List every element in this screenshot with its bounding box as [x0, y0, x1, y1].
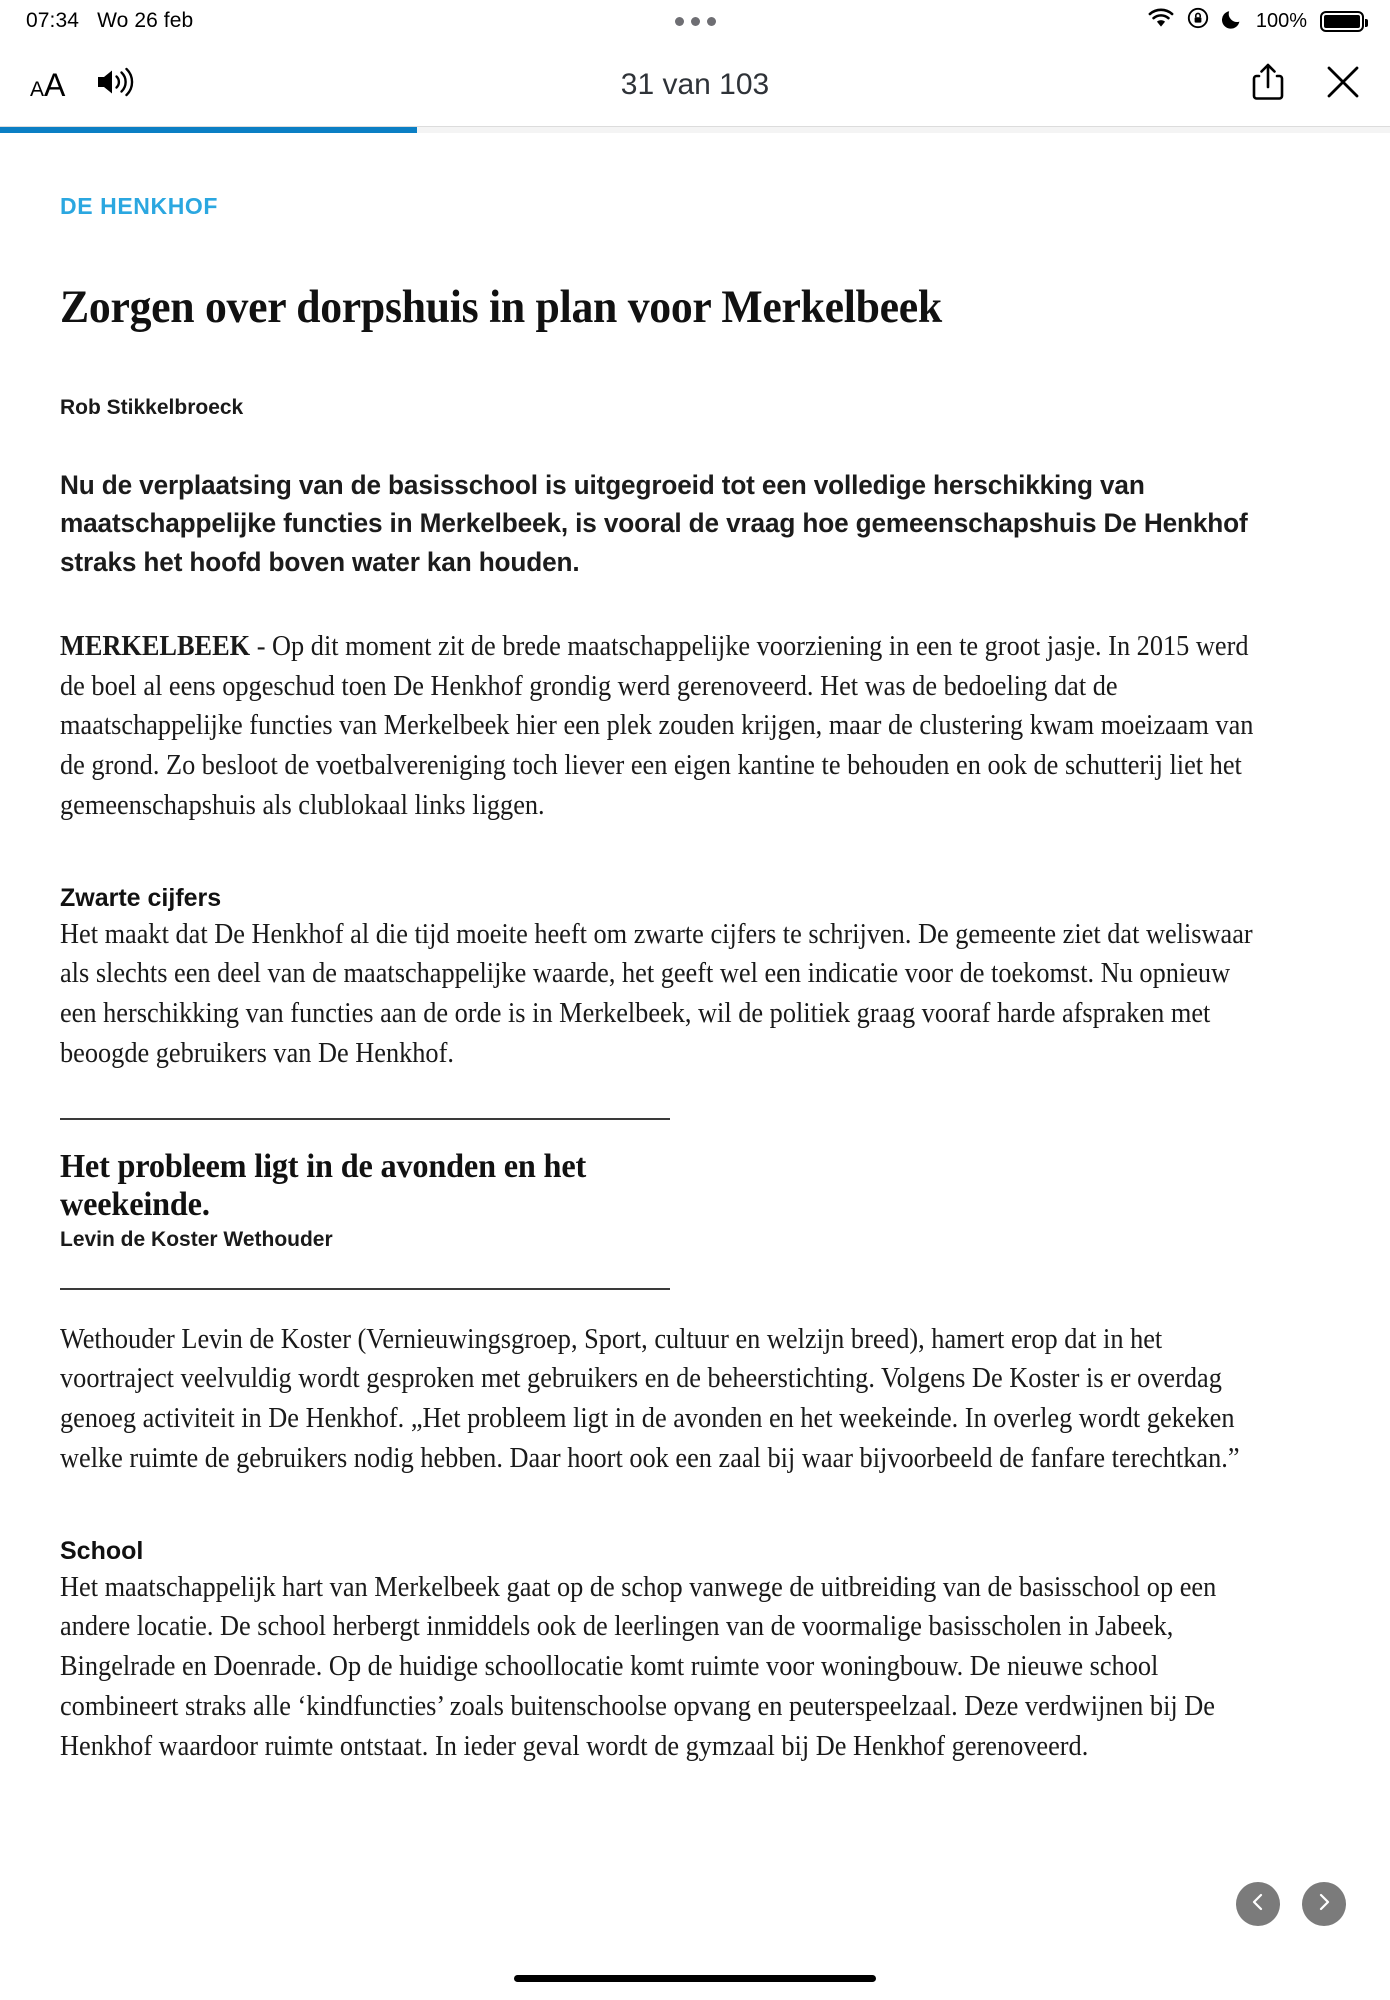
article-body — [0, 133, 1390, 1798]
status-bar — [0, 0, 1390, 42]
pull-quote — [60, 1118, 670, 1290]
page-indicator: 31 van 103 — [620, 67, 770, 101]
chevron-right-icon — [1314, 1892, 1334, 1917]
pull-quote-text: Het probleem ligt in de avonden en het weekeinde. — [60, 1147, 587, 1223]
status-time: 07:34 — [26, 9, 80, 32]
article-intro: Nu de verplaatsing van de basisschool is uitgegroeid tot een volledige herschikking van maatschappelijke functies in Merkelbeek, is vooral de vraag hoe gemeenschapshuis De Henkhof straks het hoofd boven water kan houden. — [60, 470, 1248, 577]
text-size-large-a: A — [44, 66, 66, 103]
do-not-disturb-moon-icon — [1222, 8, 1243, 35]
status-bar-right — [1148, 7, 1364, 35]
toolbar-left-group — [30, 66, 137, 103]
page-navigation — [1236, 1882, 1346, 1926]
next-page-button[interactable] — [1302, 1882, 1346, 1926]
text-size-small-a: A — [30, 77, 45, 101]
close-icon[interactable] — [1326, 65, 1360, 104]
section-spacer-2 — [60, 1511, 1330, 1537]
previous-page-button[interactable] — [1236, 1882, 1280, 1926]
toolbar-right-group — [1252, 63, 1360, 106]
article-kicker: DE HENKHOF — [60, 193, 219, 219]
paragraph-wethouder: Wethouder Levin de Koster (Vernieuwingsgroep, Sport, cultuur en welzijn breed), hamert erop dat in het voortraject veelvuldig wordt gesproken met gebruikers en de beheerstichting. Volgens De Koster is er overdag genoeg activiteit in De Henkhof. „Het probleem ligt in de avonden en het weekeinde. In overleg wordt gekeken welke ruimte de gebruikers nodig hebben. Daar hoort ook een zaal bij waar bijvoorbeeld de fanfare terechtkan.” — [60, 1323, 1240, 1474]
status-bar-left — [26, 9, 193, 33]
subhead-zwarte-cijfers: Zwarte cijfers — [60, 883, 222, 912]
speaker-icon[interactable] — [95, 66, 137, 103]
status-date: Wo 26 feb — [97, 9, 194, 32]
text-size-button[interactable] — [30, 66, 66, 103]
reader-toolbar — [0, 42, 1390, 127]
battery-percent-label: 100% — [1255, 9, 1307, 32]
section-spacer — [60, 858, 1330, 884]
article-lead-paragraph — [60, 627, 1254, 826]
subhead-school: School — [60, 1536, 144, 1565]
multitasking-dots-icon — [675, 17, 716, 26]
article-headline: Zorgen over dorpshuis in plan voor Merkelbeek — [60, 281, 942, 333]
paragraph-zwarte-cijfers: Het maakt dat De Henkhof al die tijd moeite heeft om zwarte cijfers te schrijven. De gemeente ziet dat weliswaar als slechts een deel van de maatschappelijke waarde, het geeft wel een indicatie voor de toekomst. Nu opnieuw een herschikking van functies aan de orde is in Merkelbeek, wil de politiek graag vooraf harde afspraken met beoogde gebruikers van De Henkhof. — [60, 918, 1253, 1069]
article-lead-text: - Op dit moment zit de brede maatschappelijke voorziening in een te groot jasje. In 2015 werd de boel al eens opgeschud toen De Henkhof grondig werd gerenoveerd. Het was de bedoeling dat de maatschappelijke functies van Merkelbeek hier een plek zouden krijgen, maar de clustering kwam moeizaam van de grond. Zo besloot de voetbalvereniging toch liever een eigen kantine te behouden en ook de schutterij liet het gemeenschapshuis als clublokaal links liggen. — [60, 630, 1254, 821]
share-icon[interactable] — [1252, 63, 1284, 106]
rotation-lock-icon — [1187, 7, 1209, 35]
paragraph-school: Het maatschappelijk hart van Merkelbeek gaat op de schop vanwege de uitbreiding van de basisschool op een andere locatie. De school herbergt inmiddels ook de leerlingen van de voormalige basisscholen in Jabeek, Bingelrade en Doenrade. Op de huidige schoollocatie komt ruimte voor woningbouw. De nieuwe school combineert straks alle ‘kindfuncties’ zoals buitenschoolse opvang en peuterspeelzaal. Deze verdwijnen bij De Henkhof waardoor ruimte ontstaat. In ieder geval wordt de gymzaal bij De Henkhof gerenoveerd. — [60, 1571, 1217, 1762]
battery-icon — [1320, 11, 1364, 32]
article-byline: Rob Stikkelbroeck — [60, 396, 244, 419]
chevron-left-icon — [1248, 1892, 1268, 1917]
article-dateline: MERKELBEEK — [60, 630, 251, 662]
wifi-icon — [1148, 8, 1174, 34]
home-indicator — [514, 1975, 876, 1982]
pull-quote-rule-bottom — [60, 1288, 670, 1290]
pull-quote-source: Levin de Koster Wethouder — [60, 1227, 333, 1251]
